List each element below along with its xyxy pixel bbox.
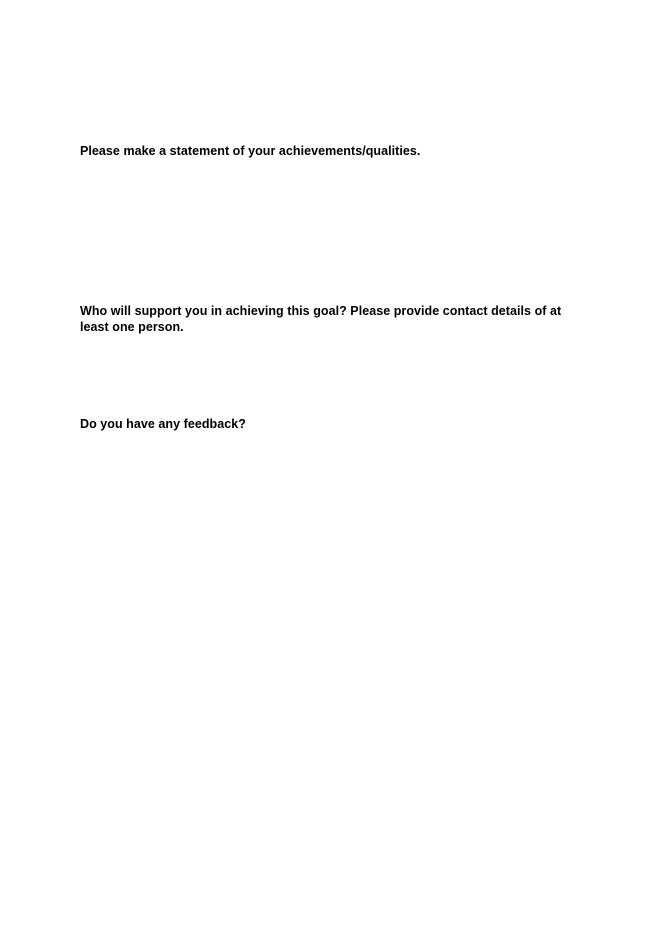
feedback-question: Do you have any feedback?: [80, 417, 246, 431]
support-contact-question: Who will support you in achieving this goal? Please provide contact details of at least one person.: [80, 304, 562, 334]
achievements-question: Please make a statement of your achievements/qualities.: [80, 144, 421, 158]
